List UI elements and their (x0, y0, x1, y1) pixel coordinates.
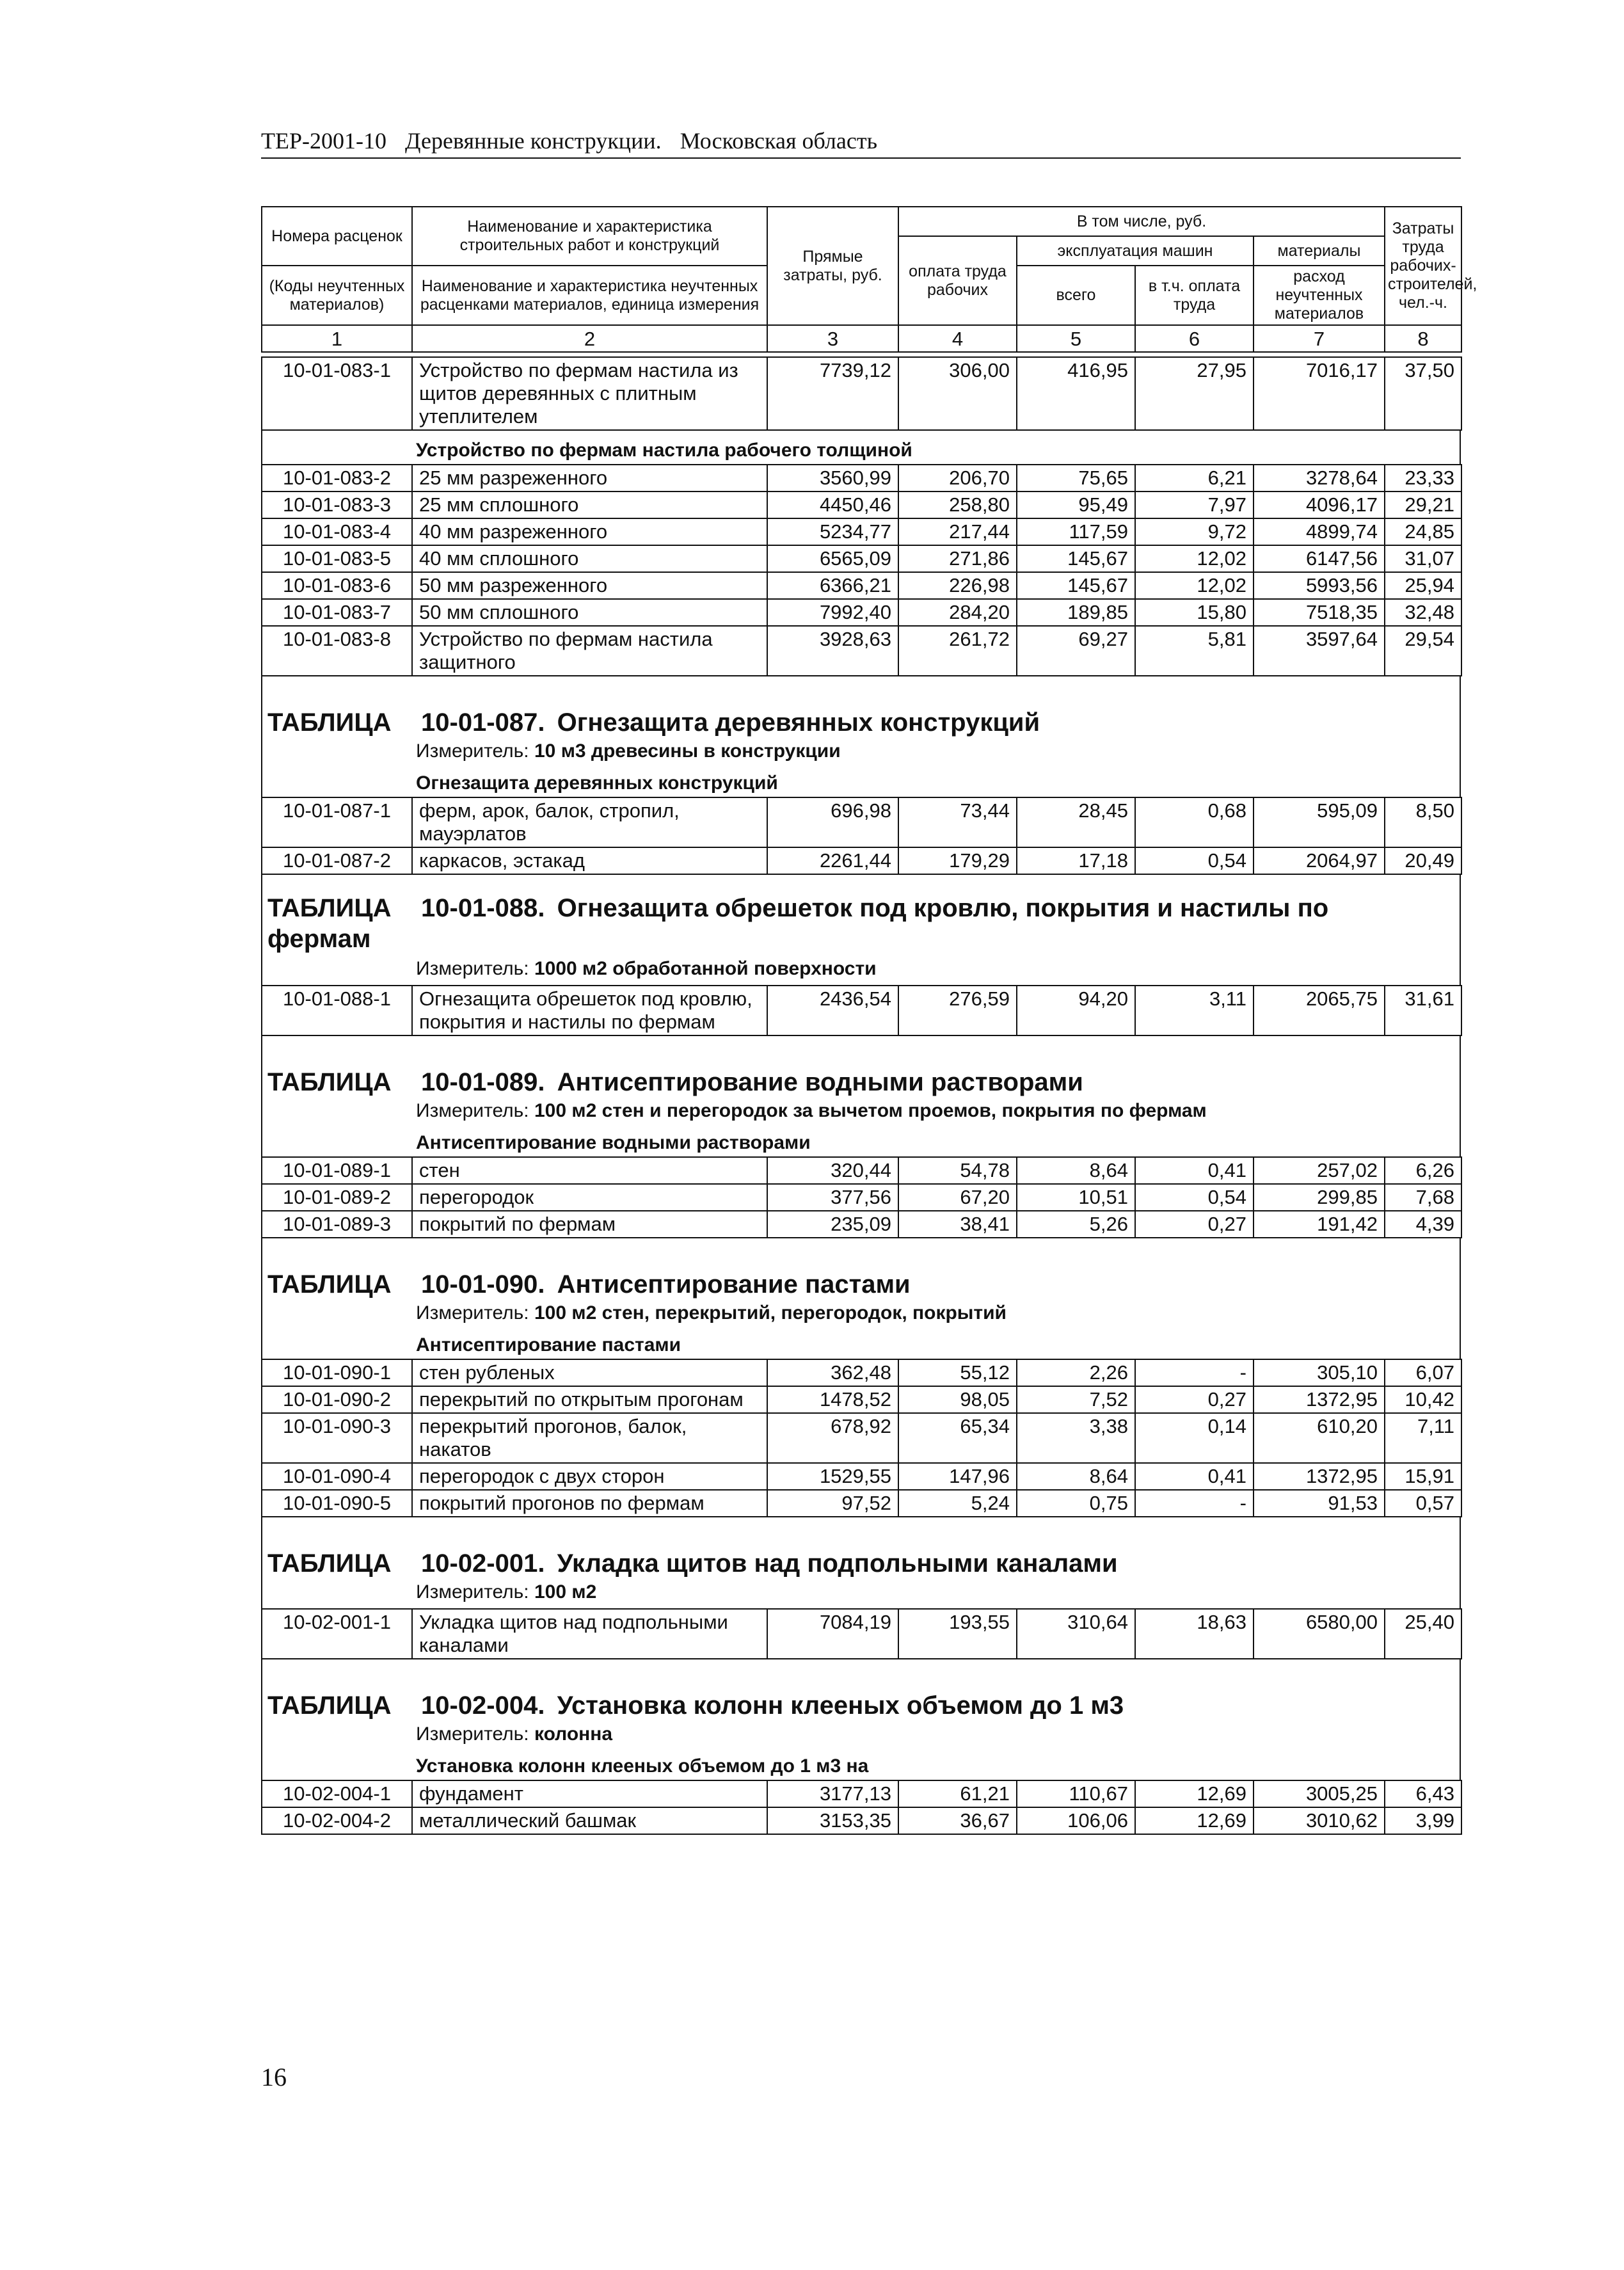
rate-name: 40 мм разреженного (412, 518, 767, 545)
rate-value: 95,49 (1017, 492, 1135, 518)
rate-value: 54,78 (898, 1157, 1017, 1184)
rate-name: 25 мм сплошного (412, 492, 767, 518)
rates-table (261, 1359, 1462, 1517)
rate-value: 7992,40 (767, 599, 898, 626)
rate-value: 306,00 (898, 357, 1017, 430)
table-title-block (261, 1674, 1461, 1750)
rate-value: 23,33 (1385, 465, 1461, 492)
rate-value: 0,14 (1135, 1413, 1254, 1463)
rate-value: 1529,55 (767, 1463, 898, 1490)
col-materials-sub-header: расход неучтенных материалов (1254, 266, 1385, 325)
rate-code: 10-01-083-2 (262, 465, 412, 492)
table-row (262, 599, 1461, 626)
rate-name: 25 мм разреженного (412, 465, 767, 492)
rate-value: 145,67 (1017, 572, 1135, 599)
rate-value: 299,85 (1254, 1184, 1385, 1211)
rate-name: покрытий по фермам (412, 1211, 767, 1238)
rate-value: 0,68 (1135, 797, 1254, 847)
rate-value: 0,41 (1135, 1157, 1254, 1184)
rate-value: 261,72 (898, 626, 1017, 676)
rate-value: 7084,19 (767, 1609, 898, 1659)
col-materials-header: материалы (1254, 236, 1385, 266)
rate-value: 61,21 (898, 1780, 1017, 1807)
table-row (262, 1807, 1461, 1834)
table-meter: Измеритель: колонна (416, 1723, 613, 1745)
rate-code: 10-01-090-2 (262, 1386, 412, 1413)
rate-value: 1478,52 (767, 1386, 898, 1413)
rate-name: фундамент (412, 1780, 767, 1807)
rate-code: 10-01-087-1 (262, 797, 412, 847)
rate-name: 50 мм сплошного (412, 599, 767, 626)
section-subtitle: Огнезащита деревянных конструкций (261, 767, 1461, 797)
rate-code: 10-02-004-1 (262, 1780, 412, 1807)
rate-value: 5,24 (898, 1490, 1017, 1517)
rate-value: 610,20 (1254, 1413, 1385, 1463)
rate-value: 12,69 (1135, 1807, 1254, 1834)
rate-value: 3153,35 (767, 1807, 898, 1834)
table-meter: Измеритель: 100 м2 стен, перекрытий, перегородок, покрытий (416, 1302, 1007, 1323)
rate-value: 7,52 (1017, 1386, 1135, 1413)
rate-value: 37,50 (1385, 357, 1461, 430)
rate-value: 235,09 (767, 1211, 898, 1238)
rate-value: 6,43 (1385, 1780, 1461, 1807)
rate-name: перекрытий прогонов, балок, накатов (412, 1413, 767, 1463)
rate-value: 696,98 (767, 797, 898, 847)
rate-value: 7,11 (1385, 1413, 1461, 1463)
rate-value: 94,20 (1017, 986, 1135, 1035)
table-row (262, 847, 1461, 874)
rate-value: 271,86 (898, 545, 1017, 572)
rate-value: 12,02 (1135, 572, 1254, 599)
rate-value: 3278,64 (1254, 465, 1385, 492)
rate-value: 6147,56 (1254, 545, 1385, 572)
rate-value: 27,95 (1135, 357, 1254, 430)
rates-table (261, 985, 1462, 1036)
rate-value: 12,02 (1135, 545, 1254, 572)
rate-name: Укладка щитов над подпольными каналами (412, 1609, 767, 1659)
rate-name: Устройство по фермам настила защитного (412, 626, 767, 676)
table-row (262, 357, 1461, 430)
rate-value: 0,75 (1017, 1490, 1135, 1517)
rate-name: стен рубленых (412, 1359, 767, 1386)
rate-code: 10-01-083-5 (262, 545, 412, 572)
rate-name: покрытий прогонов по фермам (412, 1490, 767, 1517)
rate-name: каркасов, эстакад (412, 847, 767, 874)
table-meter: Измеритель: 10 м3 древесины в конструкции (416, 740, 841, 762)
rate-name: перегородок (412, 1184, 767, 1211)
rate-code: 10-01-083-8 (262, 626, 412, 676)
rate-value: 3010,62 (1254, 1807, 1385, 1834)
rate-value: 4899,74 (1254, 518, 1385, 545)
rate-value: 179,29 (898, 847, 1017, 874)
rate-value: 10,51 (1017, 1184, 1135, 1211)
rate-value: 7,68 (1385, 1184, 1461, 1211)
rate-value: 284,20 (898, 599, 1017, 626)
col-wages-header: оплата труда рабочих (898, 236, 1017, 325)
table-row (262, 626, 1461, 676)
rate-value: 73,44 (898, 797, 1017, 847)
rate-value: 106,06 (1017, 1807, 1135, 1834)
rate-value: 5,26 (1017, 1211, 1135, 1238)
table-row (262, 1780, 1461, 1807)
table-row (262, 518, 1461, 545)
rate-value: - (1135, 1359, 1254, 1386)
table-row (262, 1157, 1461, 1184)
rate-code: 10-01-090-1 (262, 1359, 412, 1386)
header-title: Деревянные конструкции. (404, 128, 662, 154)
rate-value: 3177,13 (767, 1780, 898, 1807)
rate-value: 191,42 (1254, 1211, 1385, 1238)
rate-value: 6,26 (1385, 1157, 1461, 1184)
rate-value: 226,98 (898, 572, 1017, 599)
rate-code: 10-01-090-3 (262, 1413, 412, 1463)
rate-value: 305,10 (1254, 1359, 1385, 1386)
rate-name: 50 мм разреженного (412, 572, 767, 599)
rate-value: 0,27 (1135, 1386, 1254, 1413)
rate-code: 10-01-083-7 (262, 599, 412, 626)
rate-value: 55,12 (898, 1359, 1017, 1386)
rate-name: стен (412, 1157, 767, 1184)
rate-value: 28,45 (1017, 797, 1135, 847)
rate-code: 10-01-083-4 (262, 518, 412, 545)
table-title: ТАБЛИЦА 10-02-004. Установка колонн клееных объемом до 1 м3 (267, 1691, 1124, 1720)
rate-value: 7016,17 (1254, 357, 1385, 430)
rate-value: 7518,35 (1254, 599, 1385, 626)
rate-value: 145,67 (1017, 545, 1135, 572)
table-title: ТАБЛИЦА 10-01-090. Антисептирование пастами (267, 1270, 911, 1299)
rate-value: 3928,63 (767, 626, 898, 676)
rates-table (261, 356, 1462, 431)
rate-value: 38,41 (898, 1211, 1017, 1238)
rate-value: 3005,25 (1254, 1780, 1385, 1807)
section-subtitle: Установка колонн клееных объемом до 1 м3 на (261, 1750, 1461, 1780)
rate-value: 2,26 (1017, 1359, 1135, 1386)
table-title: ТАБЛИЦА 10-01-088. Огнезащита обрешеток под кровлю, покрытия и настилы по фермам (267, 894, 1329, 953)
rate-code: 10-02-001-1 (262, 1609, 412, 1659)
header-region: Московская область (680, 128, 877, 154)
rate-value: 6,07 (1385, 1359, 1461, 1386)
rate-value: 0,54 (1135, 847, 1254, 874)
table-row (262, 545, 1461, 572)
column-numbers-row: 1 2 3 4 5 6 7 8 (262, 325, 1461, 352)
rate-value: 67,20 (898, 1184, 1017, 1211)
rate-value: 257,02 (1254, 1157, 1385, 1184)
rate-value: 189,85 (1017, 599, 1135, 626)
rate-value: 217,44 (898, 518, 1017, 545)
rate-value: 1372,95 (1254, 1386, 1385, 1413)
rate-value: 8,64 (1017, 1463, 1135, 1490)
col-machines-header: эксплуатация машин (1017, 236, 1254, 266)
rate-value: 678,92 (767, 1413, 898, 1463)
rate-value: 5,81 (1135, 626, 1254, 676)
table-title-block (261, 1252, 1461, 1329)
table-row (262, 492, 1461, 518)
rate-value: 0,54 (1135, 1184, 1254, 1211)
rate-value: 5993,56 (1254, 572, 1385, 599)
rate-value: 2065,75 (1254, 986, 1385, 1035)
section-subtitle: Антисептирование водными растворами (261, 1127, 1461, 1156)
rate-value: 17,18 (1017, 847, 1135, 874)
table-title-block (261, 1531, 1461, 1608)
table-title-block (261, 889, 1461, 985)
rate-value: 31,61 (1385, 986, 1461, 1035)
rate-value: 7,97 (1135, 492, 1254, 518)
rate-value: 2436,54 (767, 986, 898, 1035)
rate-value: 12,69 (1135, 1780, 1254, 1807)
rate-value: 8,50 (1385, 797, 1461, 847)
rate-value: 320,44 (767, 1157, 898, 1184)
table-row (262, 1184, 1461, 1211)
table-row (262, 1463, 1461, 1490)
rate-value: 3,99 (1385, 1807, 1461, 1834)
table-row (262, 572, 1461, 599)
rate-value: 276,59 (898, 986, 1017, 1035)
rate-value: 18,63 (1135, 1609, 1254, 1659)
rate-value: 6580,00 (1254, 1609, 1385, 1659)
rate-value: 98,05 (898, 1386, 1017, 1413)
rate-value: 193,55 (898, 1609, 1017, 1659)
table-title-block (261, 1050, 1461, 1127)
rate-value: 6565,09 (767, 545, 898, 572)
rate-value: 24,85 (1385, 518, 1461, 545)
rate-name: ферм, арок, балок, стропил, мауэрлатов (412, 797, 767, 847)
table-meter: Измеритель: 100 м2 (416, 1581, 597, 1603)
rate-value: 2261,44 (767, 847, 898, 874)
rate-value: 36,67 (898, 1807, 1017, 1834)
table-meter: Измеритель: 100 м2 стен и перегородок за вычетом проемов, покрытия по фермам (416, 1100, 1207, 1121)
rates-table (261, 464, 1462, 676)
rate-value: 147,96 (898, 1463, 1017, 1490)
table-title: ТАБЛИЦА 10-01-087. Огнезащита деревянных конструкций (267, 708, 1040, 737)
rate-value: 4450,46 (767, 492, 898, 518)
rate-value: 65,34 (898, 1413, 1017, 1463)
rate-value: 0,41 (1135, 1463, 1254, 1490)
rate-code: 10-01-083-3 (262, 492, 412, 518)
rate-value: 0,27 (1135, 1211, 1254, 1238)
rate-value: 97,52 (767, 1490, 898, 1517)
col-labor-header: Затраты труда рабочих-строителей, чел.-ч. (1385, 207, 1461, 325)
rates-table (261, 1156, 1462, 1238)
rate-code: 10-01-087-2 (262, 847, 412, 874)
rate-value: 31,07 (1385, 545, 1461, 572)
rate-code: 10-02-004-2 (262, 1807, 412, 1834)
col-name-alt-header: Наименование и характеристика неучтенных расценками материалов, единица измерения (412, 266, 767, 325)
rate-value: 32,48 (1385, 599, 1461, 626)
rate-value: 4,39 (1385, 1211, 1461, 1238)
rate-value: 9,72 (1135, 518, 1254, 545)
rate-value: 206,70 (898, 465, 1017, 492)
rate-code: 10-01-089-1 (262, 1157, 412, 1184)
table-title: ТАБЛИЦА 10-02-001. Укладка щитов над подпольными каналами (267, 1549, 1118, 1578)
rate-value: 91,53 (1254, 1490, 1385, 1517)
rate-value: 15,91 (1385, 1463, 1461, 1490)
rate-value: 3597,64 (1254, 626, 1385, 676)
rate-value: 29,21 (1385, 492, 1461, 518)
rates-table (261, 1608, 1462, 1659)
rate-name: перекрытий по открытым прогонам (412, 1386, 767, 1413)
column-header-table (261, 206, 1477, 353)
table-row (262, 986, 1461, 1035)
rate-value: 4096,17 (1254, 492, 1385, 518)
rate-value: 7739,12 (767, 357, 898, 430)
rate-name: Устройство по фермам настила из щитов деревянных с плитным утеплителем (412, 357, 767, 430)
header-code: ТЕР-2001-10 (261, 128, 386, 154)
rate-code: 10-01-090-4 (262, 1463, 412, 1490)
table-row (262, 1609, 1461, 1659)
rate-code: 10-01-089-2 (262, 1184, 412, 1211)
rate-value: 20,49 (1385, 847, 1461, 874)
rate-code: 10-01-088-1 (262, 986, 412, 1035)
rates-table (261, 797, 1462, 875)
table-title: ТАБЛИЦА 10-01-089. Антисептирование водными растворами (267, 1068, 1083, 1096)
col-mach-total-header: всего (1017, 266, 1135, 325)
rate-value: 362,48 (767, 1359, 898, 1386)
rate-code: 10-01-083-6 (262, 572, 412, 599)
rate-code: 10-01-083-1 (262, 357, 412, 430)
rate-name: Огнезащита обрешеток под кровлю, покрытия и настилы по фермам (412, 986, 767, 1035)
rate-name: перегородок с двух сторон (412, 1463, 767, 1490)
table-row (262, 1359, 1461, 1386)
table-row (262, 465, 1461, 492)
rate-value: 3560,99 (767, 465, 898, 492)
table-row (262, 1386, 1461, 1413)
rate-value: 6366,21 (767, 572, 898, 599)
table-row (262, 1490, 1461, 1517)
rate-value: 0,57 (1385, 1490, 1461, 1517)
rate-value: 25,40 (1385, 1609, 1461, 1659)
col-direct-header: Прямые затраты, руб. (767, 207, 898, 325)
rate-name: металлический башмак (412, 1807, 767, 1834)
rate-code: 10-01-090-5 (262, 1490, 412, 1517)
section-subtitle: Антисептирование пастами (261, 1329, 1461, 1359)
table-row (262, 1413, 1461, 1463)
rate-name: 40 мм сплошного (412, 545, 767, 572)
rate-value: 310,64 (1017, 1609, 1135, 1659)
rate-value: 110,67 (1017, 1780, 1135, 1807)
rate-value: 10,42 (1385, 1386, 1461, 1413)
section-subtitle: Устройство по фермам настила рабочего толщиной (261, 431, 1461, 464)
col-mach-wages-header: в т.ч. оплата труда (1135, 266, 1254, 325)
rate-code: 10-01-089-3 (262, 1211, 412, 1238)
col-codes-alt-header: (Коды неучтенных материалов) (262, 266, 412, 325)
rate-value: 1372,95 (1254, 1463, 1385, 1490)
table-meter: Измеритель: 1000 м2 обработанной поверхности (416, 958, 877, 979)
rate-value: 15,80 (1135, 599, 1254, 626)
rate-value: 6,21 (1135, 465, 1254, 492)
table-title-block (261, 691, 1461, 767)
page-header (261, 128, 1461, 159)
rates-document (261, 206, 1477, 1835)
table-row (262, 797, 1461, 847)
rate-value: - (1135, 1490, 1254, 1517)
col-codes-header: Номера расценок (262, 207, 412, 266)
rate-value: 29,54 (1385, 626, 1461, 676)
rate-value: 25,94 (1385, 572, 1461, 599)
rate-value: 8,64 (1017, 1157, 1135, 1184)
table-row (262, 1211, 1461, 1238)
rate-value: 3,11 (1135, 986, 1254, 1035)
rates-table (261, 1780, 1462, 1835)
col-incl-header: В том числе, руб. (898, 207, 1385, 236)
rate-value: 377,56 (767, 1184, 898, 1211)
rate-value: 416,95 (1017, 357, 1135, 430)
rate-value: 3,38 (1017, 1413, 1135, 1463)
page-number: 16 (261, 2063, 287, 2091)
rate-value: 75,65 (1017, 465, 1135, 492)
col-name-header: Наименование и характеристика строительных работ и конструкций (412, 207, 767, 266)
rate-value: 258,80 (898, 492, 1017, 518)
rate-value: 595,09 (1254, 797, 1385, 847)
rate-value: 117,59 (1017, 518, 1135, 545)
rate-value: 5234,77 (767, 518, 898, 545)
rate-value: 69,27 (1017, 626, 1135, 676)
rate-value: 2064,97 (1254, 847, 1385, 874)
